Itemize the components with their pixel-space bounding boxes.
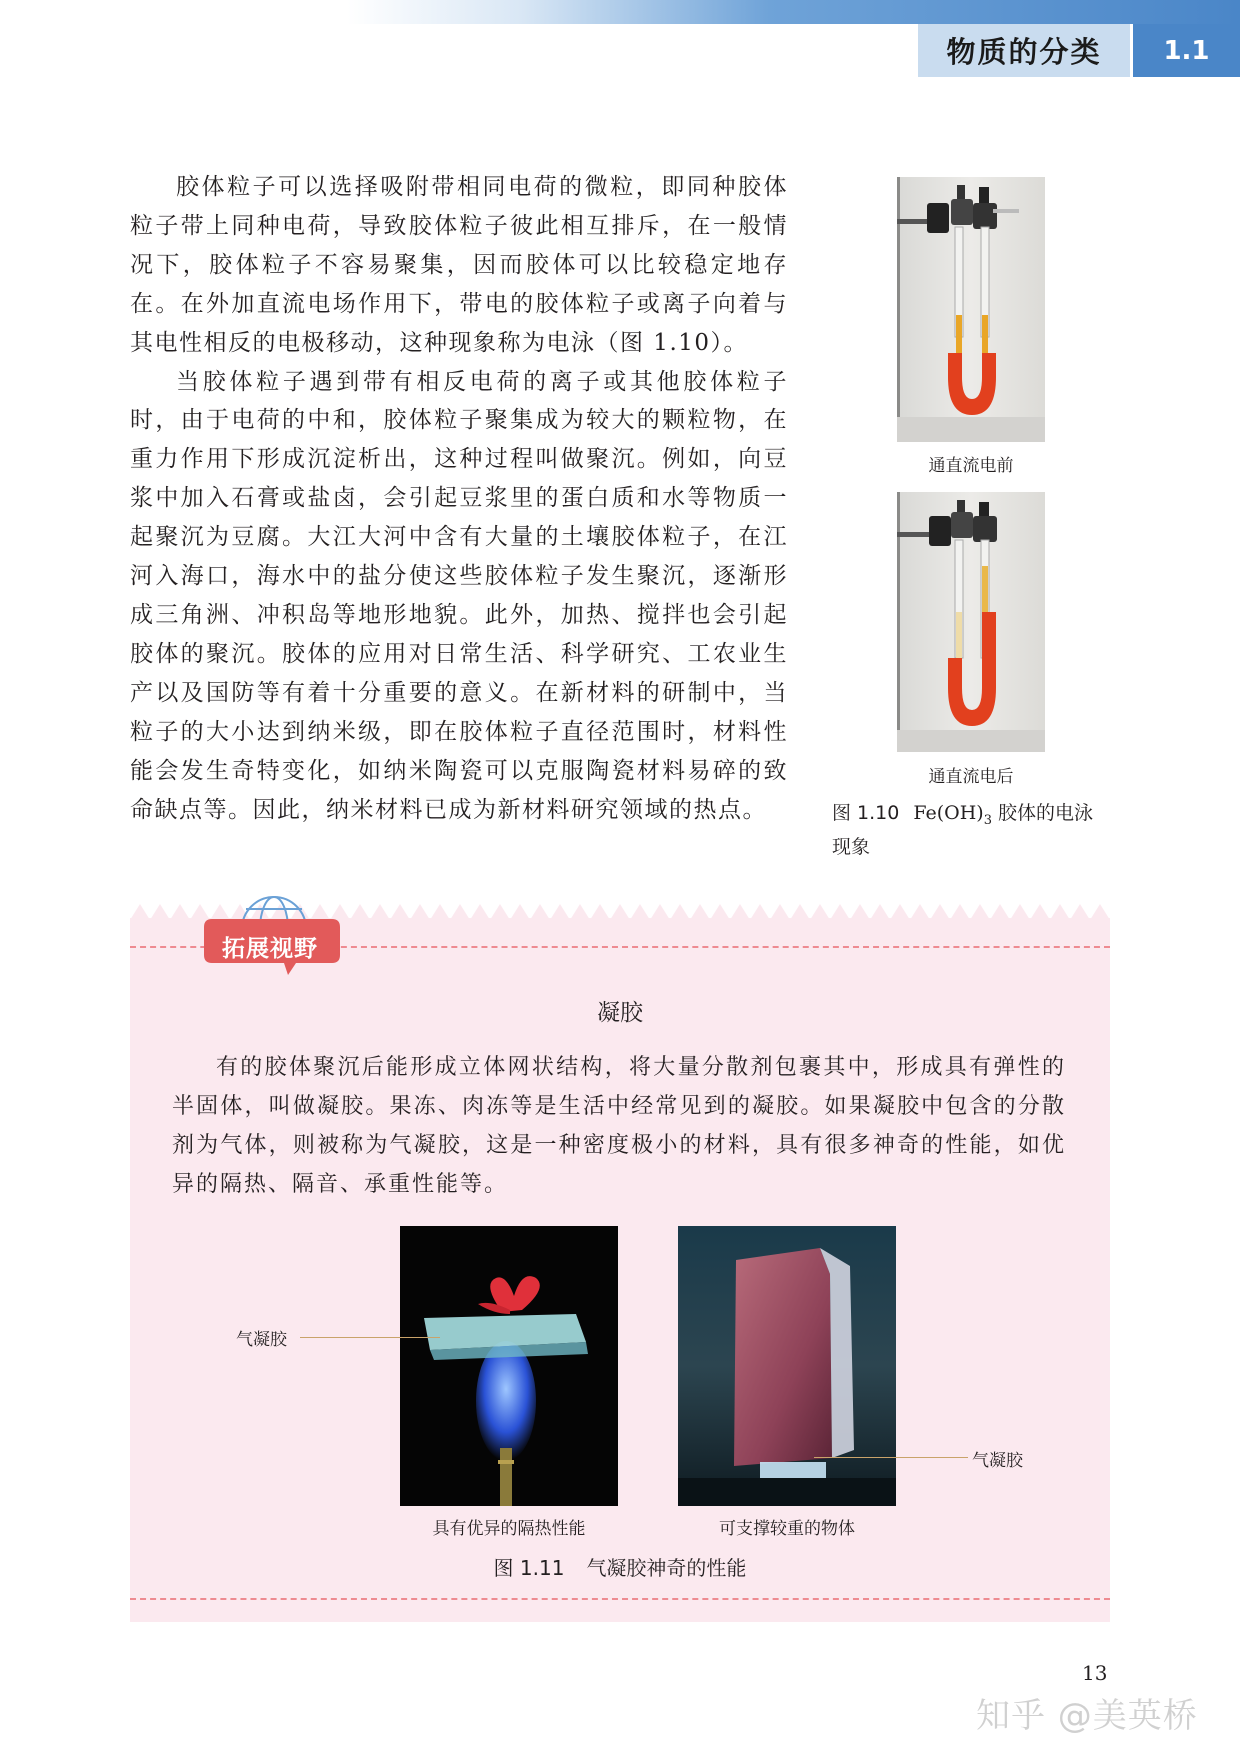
header-gradient-bar (0, 0, 1240, 24)
aerogel-flame-photo (400, 1226, 618, 1506)
paragraph: 胶体粒子可以选择吸附带相同电荷的微粒，即同种胶体粒子带上同种电荷，导致胶体粒子彼此相互排斥，在一般情况下，胶体粒子不容易聚集，因而胶体可以比较稳定地存在。在外加直流电场作用下，带电的胶体粒子或离子向着与其电性相反的电极移动，这种现象称为电泳（图 1.10）。 (130, 174, 788, 356)
after-caption: 通直流电后 (928, 767, 1014, 787)
paragraph: 当胶体粒子遇到带有相反电荷的离子或其他胶体粒子时，由于电荷的中和，胶体粒子聚集成为较大的颗粒物，在重力作用下形成沉淀析出，这种过程叫做聚沉。例如，向豆浆中加入石膏或盐卤，会引起豆浆里的蛋白质和水等物质一起聚沉为豆腐。大江大河中含有大量的土壤胶体粒子，在江河入海口，海水中的盐分使这些胶体粒子发生聚沉，逐渐形成三角洲、冲积岛等地形地貌。此外，加热、搅拌也会引起胶体的聚沉。胶体的应用对日常生活、科学研究、工农业生产以及国防等有着十分重要的意义。在新材料的研制中，当粒子的大小达到纳米级，即在胶体粒子直径范围时，材料性能会发生奇特变化，如纳米陶瓷可以克服陶瓷材料易碎的致命缺点等。因此，纳米材料已成为新材料研究领域的热点。 (130, 368, 788, 823)
before-caption: 通直流电前 (928, 456, 1014, 476)
figure-number: 图 1.10 (832, 802, 900, 824)
chapter-title: 物质的分类 (918, 24, 1130, 77)
figure-number: 图 1.11 (493, 1556, 565, 1580)
extension-bottom-dashed-line (130, 1598, 1110, 1600)
aerogel-brick-photo (678, 1226, 896, 1506)
u-tube-photo-after (897, 492, 1045, 752)
aerogel-flame-illustration (400, 1226, 618, 1506)
chapter-number: 1.1 (1133, 24, 1240, 77)
right-photo-caption: 可支撑较重的物体 (719, 1519, 855, 1539)
figure-1-11-caption (130, 1552, 1110, 1581)
figure-formula-subscript: 3 (983, 812, 992, 828)
main-text-block (130, 168, 788, 829)
aerogel-brick-illustration (678, 1226, 896, 1506)
figure-caption-text: 气凝胶神奇的性能 (586, 1556, 747, 1580)
figure-formula: Fe(OH) (913, 802, 984, 824)
extension-text: 有的胶体聚沉后能形成立体网状结构，将大量分散剂包裹其中，形成具有弹性的半固体，叫做凝胶。果冻、肉冻等是生活中经常见到的凝胶。如果凝胶中包含的分散剂为气体，则被称为气凝胶，这是一种密度极小的材料，具有很多神奇的性能，如优异的隔热、隔音、承重性能等。 (172, 1055, 1066, 1197)
page-number: 13 (1082, 1661, 1108, 1685)
extension-title: 凝胶 (597, 1000, 643, 1026)
aerogel-label-left: 气凝胶 (236, 1330, 287, 1350)
callout-line-left (300, 1337, 440, 1338)
figure-caption-text: 胶体的电泳现象 (832, 802, 1094, 858)
u-tube-photo-before (897, 177, 1045, 442)
u-tube-before-illustration (897, 177, 1045, 442)
left-photo-caption: 具有优异的隔热性能 (432, 1519, 586, 1539)
watermark: 知乎 @美英桥 (976, 1696, 1198, 1736)
callout-line-right (814, 1457, 968, 1458)
figure-1-10-caption (832, 800, 1102, 861)
u-tube-after-illustration (897, 492, 1045, 752)
aerogel-label-right: 气凝胶 (972, 1451, 1023, 1471)
extension-badge-label: 拓展视野 (222, 934, 318, 962)
